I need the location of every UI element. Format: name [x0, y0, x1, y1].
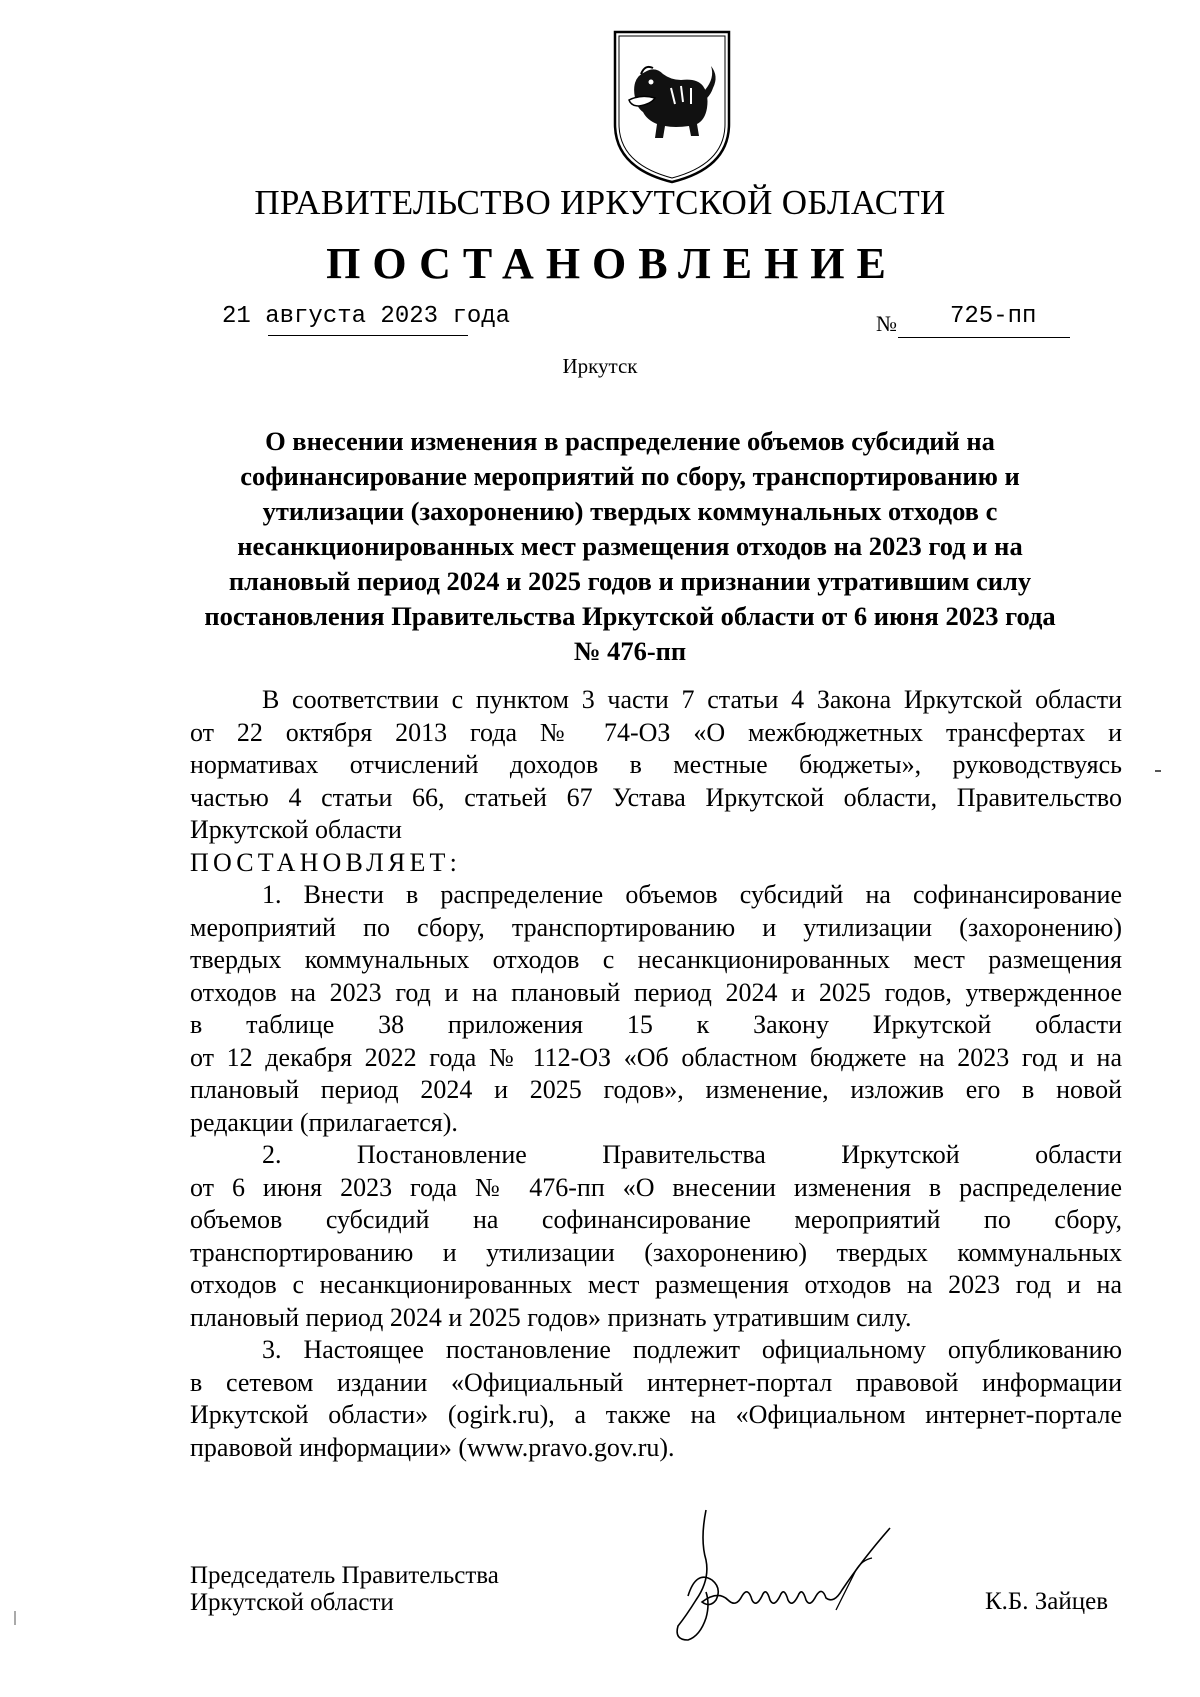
body-line: В соответствии с пунктом 3 части 7 статьи 4 Закона Иркутской области: [262, 685, 1122, 714]
title-line: утилизации (захоронению) твердых коммунальных отходов с: [262, 496, 998, 526]
body-line: плановый период 2024 и 2025 годов» признать утратившим силу.: [190, 1302, 912, 1332]
title-line: плановый период 2024 и 2025 годов и признании утратившим силу: [228, 566, 1032, 596]
body-line: правовой информации» (www.pravo.gov.ru).: [190, 1432, 675, 1462]
title-line: О внесении изменения в распределение объемов субсидий на: [265, 426, 995, 456]
body-line: в таблице 38 приложения 15 к Закону Иркутской области: [190, 1010, 1122, 1039]
body-line: 1. Внести в распределение объемов субсидий на софинансирование: [262, 880, 1122, 909]
body-line: 3. Настоящее постановление подлежит официальному опубликованию: [262, 1335, 1122, 1364]
position-line: Председатель Правительства: [190, 1562, 499, 1589]
scan-speck: [1155, 770, 1161, 772]
document-date: 21 августа 2023 года: [222, 303, 511, 330]
document-title: [170, 424, 1090, 669]
number-underline: [898, 337, 1070, 338]
title-line: постановления Правительства Иркутской области от 6 июня 2023 года: [204, 601, 1056, 631]
body-line: частью 4 статьи 66, статьей 67 Устава Иркутской области, Правительство: [190, 782, 1122, 812]
title-line: № 476-пп: [573, 636, 687, 666]
document-number: 725-пп: [950, 303, 1037, 330]
body-line: нормативах отчислений доходов в местные бюджеты», руководствуясь: [190, 750, 1122, 779]
body-line: от 22 октября 2013 года № 74-ОЗ «О межбюджетных трансфертах и: [190, 717, 1122, 747]
coat-of-arms-icon: [611, 28, 733, 186]
body-line: транспортированию и утилизации (захоронению) твердых коммунальных: [190, 1237, 1122, 1267]
government-name: ПРАВИТЕЛЬСТВО ИРКУТСКОЙ ОБЛАСТИ: [254, 183, 946, 222]
body-line: 2. Постановление Правительства Иркутской области: [262, 1140, 1122, 1169]
body-line: отходов с несанкционированных мест размещения отходов на 2023 год и на: [190, 1270, 1122, 1299]
title-line: софинансирование мероприятий по сбору, транспортированию и: [240, 461, 1020, 491]
handwritten-signature: [666, 1500, 946, 1650]
number-sign: №: [876, 311, 897, 336]
city: Иркутск: [562, 354, 638, 378]
body-line: мероприятий по сбору, транспортированию и утилизации (захоронению): [190, 912, 1122, 942]
document-type: ПОСТАНОВЛЕНИЕ: [326, 239, 898, 288]
body-line: твердых коммунальных отходов с несанкционированных мест размещения: [190, 945, 1122, 974]
document-body: [190, 684, 1122, 1464]
signatory-position: [190, 1562, 499, 1616]
body-line: от 6 июня 2023 года № 476-пп «О внесении изменения в распределение: [190, 1172, 1122, 1202]
body-line: от 12 декабря 2022 года № 112-ОЗ «Об областном бюджете на 2023 год и на: [190, 1042, 1122, 1072]
signatory-name: К.Б. Зайцев: [985, 1588, 1109, 1615]
title-line: несанкционированных мест размещения отходов на 2023 год и на: [237, 531, 1023, 561]
body-line: Иркутской области: [190, 815, 402, 844]
body-line: Иркутской области» (ogirk.ru), а также на «Официальном интернет-портале: [190, 1400, 1122, 1429]
body-line: объемов субсидий на софинансирование мероприятий по сбору,: [190, 1205, 1122, 1234]
date-underline: [268, 335, 468, 336]
body-line: отходов на 2023 год и на плановый период 2024 и 2025 годов, утвержденное: [190, 977, 1122, 1007]
body-line: в сетевом издании «Официальный интернет-портал правовой информации: [190, 1367, 1122, 1397]
scan-edge-mark: [14, 1611, 16, 1625]
position-line: Иркутской области: [190, 1589, 394, 1616]
body-line: редакции (прилагается).: [190, 1107, 458, 1137]
body-line: плановый период 2024 и 2025 годов», изменение, изложив его в новой: [190, 1075, 1122, 1104]
decree-word: ПОСТАНОВЛЯЕТ:: [190, 847, 462, 877]
